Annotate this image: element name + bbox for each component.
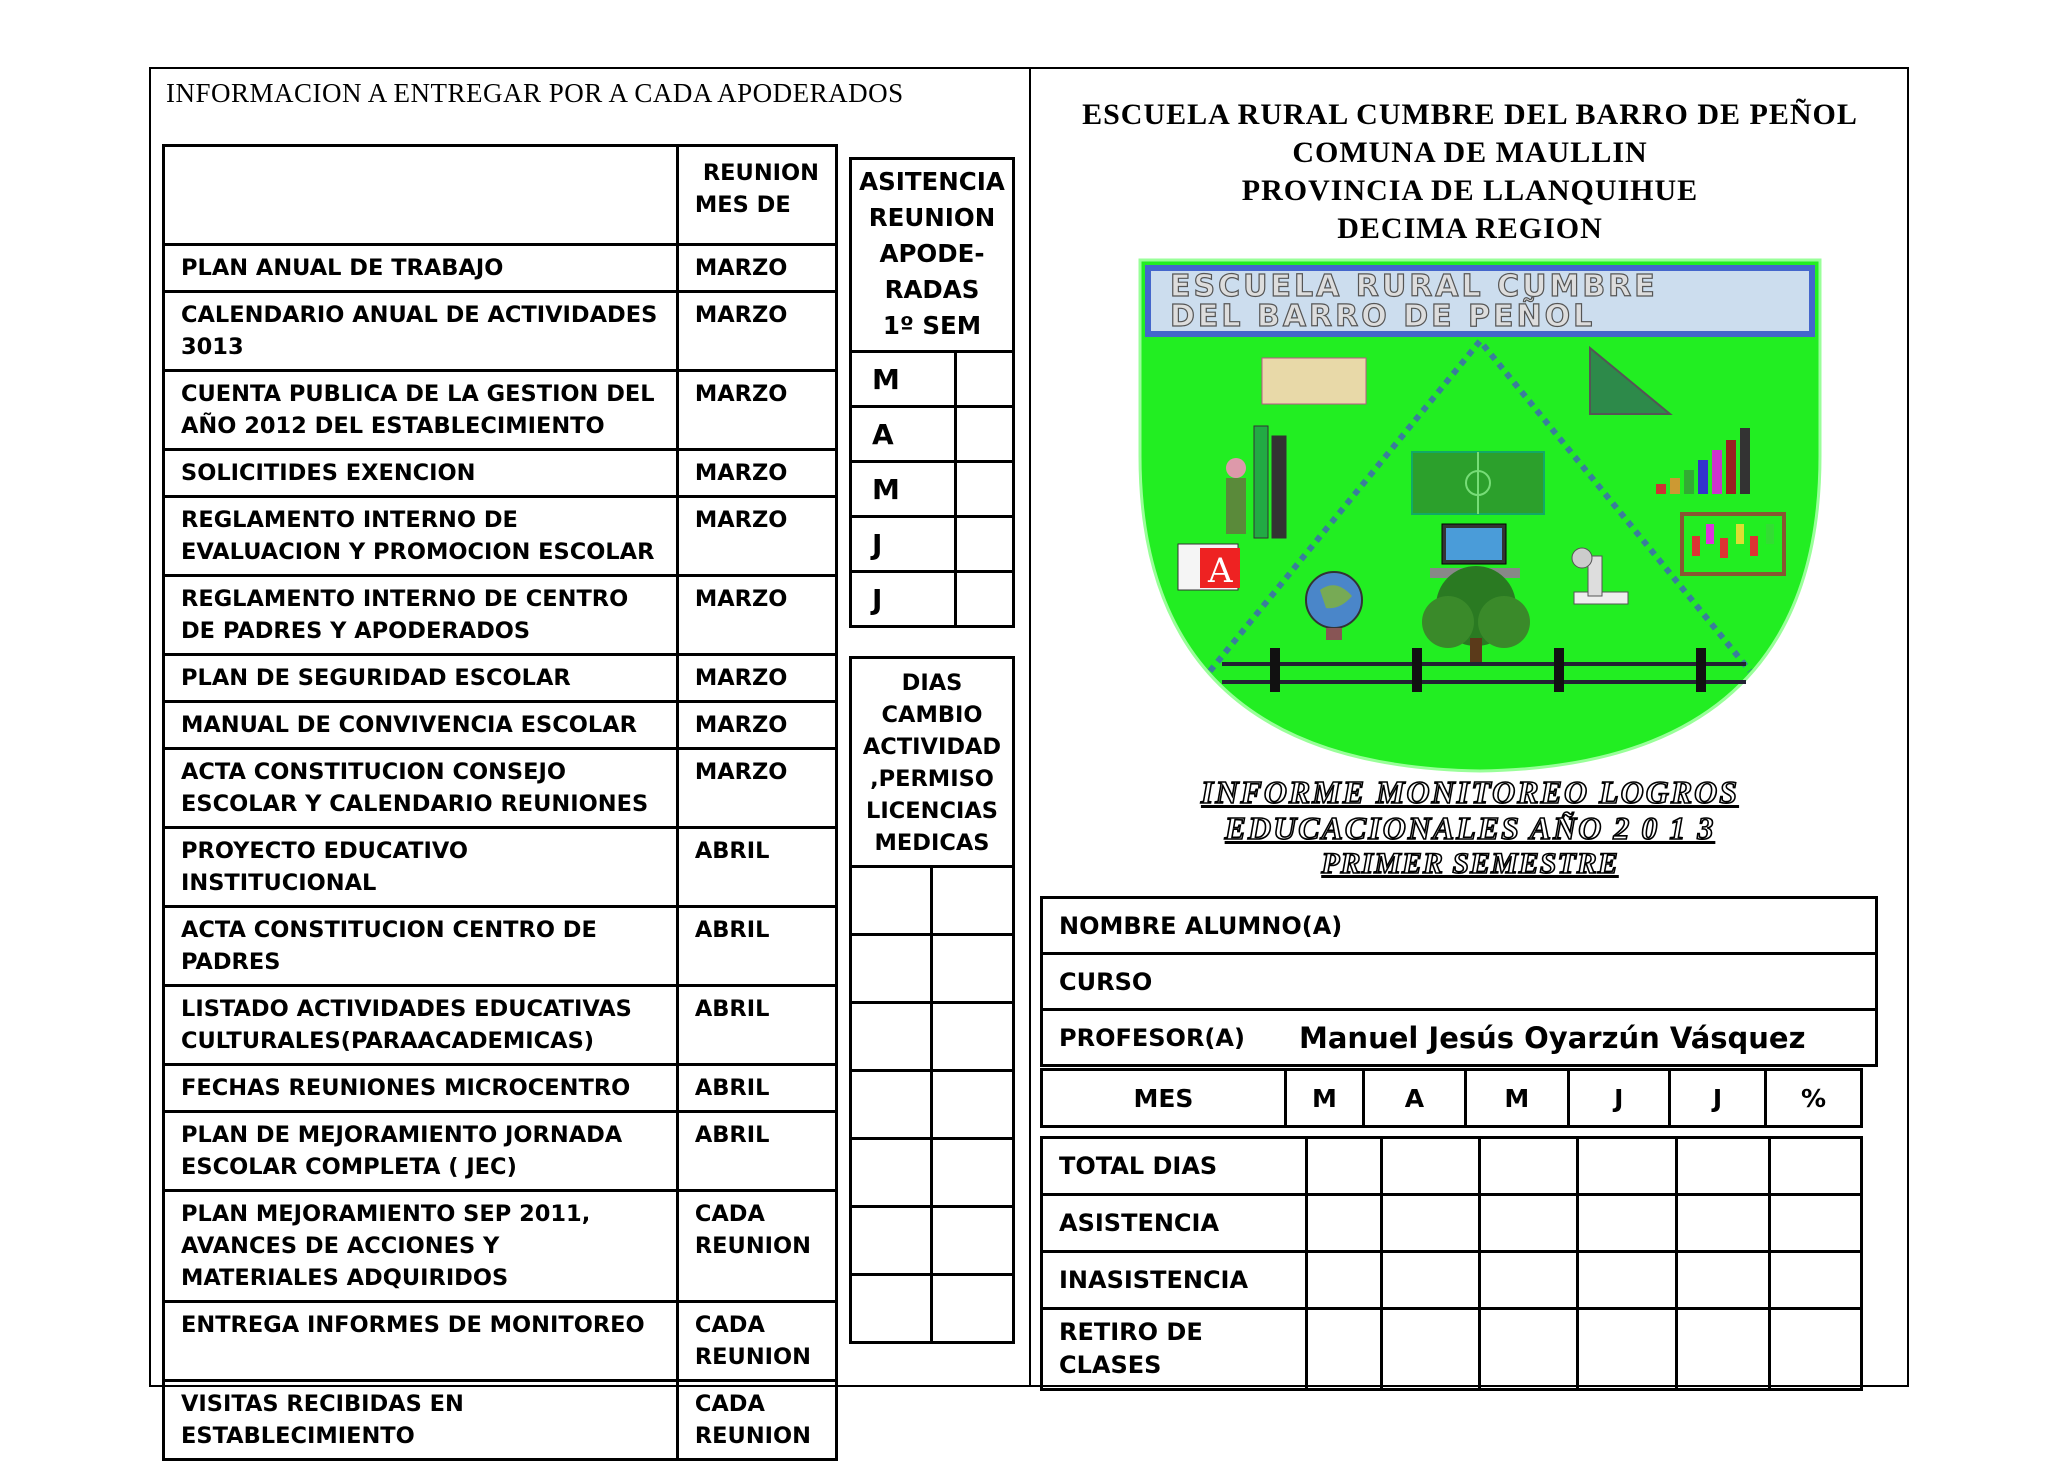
dias-header-line-6: MEDICAS — [874, 830, 990, 856]
stats-cell — [1306, 1195, 1381, 1252]
attendance-month-label: A — [851, 407, 956, 462]
attendance-month-value — [956, 517, 1014, 572]
stats-cell — [1381, 1309, 1479, 1390]
school-line-2: COMUNA DE MAULLIN — [1292, 136, 1648, 169]
table-row — [164, 576, 837, 655]
stats-cell — [1306, 1138, 1381, 1195]
mes-cell: ABRIL — [677, 828, 836, 907]
item-cell: PROYECTO EDUCATIVO INSTITUCIONAL — [164, 828, 678, 907]
stats-row — [1042, 1138, 1862, 1195]
stats-cell — [1480, 1138, 1578, 1195]
left-panel-title: INFORMACION A ENTREGAR POR A CADA APODERADOS — [166, 78, 904, 108]
dias-cell — [851, 1275, 932, 1343]
stats-cell — [1480, 1195, 1578, 1252]
stats-cell — [1578, 1138, 1676, 1195]
mes-header-month: M — [1285, 1070, 1363, 1127]
dias-cell — [851, 1207, 932, 1275]
attendance-box — [849, 157, 1015, 628]
mes-cell: ABRIL — [677, 986, 836, 1065]
item-cell: REGLAMENTO INTERNO DE CENTRO DE PADRES Y APODERADOS — [164, 576, 678, 655]
mes-header-month: A — [1363, 1070, 1465, 1127]
mes-cell: MARZO — [677, 702, 836, 749]
mes-cell: MARZO — [677, 497, 836, 576]
item-cell: PLAN MEJORAMIENTO SEP 2011, AVANCES DE ACCIONES Y MATERIALES ADQUIRIDOS — [164, 1191, 678, 1302]
dias-cell — [932, 867, 1014, 935]
dias-header-line-3: ACTIVIDAD — [862, 734, 1002, 760]
course-label: CURSO — [1042, 954, 1877, 1010]
report-title-line-1: INFORME MONITOREO LOGROS — [1200, 774, 1740, 810]
report-title-line-3: PRIMER SEMESTRE — [1321, 847, 1619, 880]
dias-header-row — [851, 658, 1014, 867]
stats-row-label: ASISTENCIA — [1042, 1195, 1307, 1252]
dias-cell — [851, 1139, 932, 1207]
attendance-header-line-5: 1º SEM — [882, 311, 982, 340]
attendance-month-value — [956, 462, 1014, 517]
table-row — [164, 1112, 837, 1191]
attendance-table — [849, 157, 1015, 628]
dias-row — [851, 867, 1014, 935]
stats-cell — [1769, 1309, 1861, 1390]
teacher-name: Manuel Jesús Oyarzún Vásquez — [1249, 1010, 1877, 1066]
dias-cell — [932, 1071, 1014, 1139]
dias-cell — [932, 1207, 1014, 1275]
table-row — [164, 828, 837, 907]
dias-header-line-5: LICENCIAS — [866, 798, 998, 824]
table-row — [164, 655, 837, 702]
table-row — [164, 986, 837, 1065]
table-header-row — [164, 146, 837, 245]
mes-cell: MARZO — [677, 749, 836, 828]
school-crest-emblem — [1130, 256, 1830, 776]
table-row — [164, 497, 837, 576]
school-line-4: DECIMA REGION — [1337, 212, 1603, 245]
item-cell: REGLAMENTO INTERNO DE EVALUACION Y PROMOCION ESCOLAR — [164, 497, 678, 576]
dias-cell — [932, 1139, 1014, 1207]
item-cell: MANUAL DE CONVIVENCIA ESCOLAR — [164, 702, 678, 749]
attendance-header-line-2: REUNION — [868, 203, 996, 232]
table-row — [164, 907, 837, 986]
mes-cell: CADA REUNION — [677, 1191, 836, 1302]
mes-cell: CADA REUNION — [677, 1302, 836, 1381]
mes-cell: MARZO — [677, 371, 836, 450]
item-cell: LISTADO ACTIVIDADES EDUCATIVAS CULTURALES(PARAACADEMICAS) — [164, 986, 678, 1065]
dias-row — [851, 1275, 1014, 1343]
dias-row — [851, 1003, 1014, 1071]
item-cell: VISITAS RECIBIDAS EN ESTABLECIMIENTO — [164, 1381, 678, 1460]
attendance-header-row — [851, 159, 1014, 352]
header-mes-line-2: MES DE — [694, 192, 791, 218]
attendance-month-row — [851, 517, 1014, 572]
table-row — [164, 749, 837, 828]
item-cell: ACTA CONSTITUCION CENTRO DE PADRES — [164, 907, 678, 986]
mes-cell: ABRIL — [677, 907, 836, 986]
report-title — [1040, 774, 1900, 882]
page-divider — [1029, 67, 1031, 1387]
attendance-month-row — [851, 462, 1014, 517]
dias-cell — [932, 935, 1014, 1003]
mes-cell: MARZO — [677, 450, 836, 497]
stats-cell — [1381, 1252, 1479, 1309]
dias-row — [851, 935, 1014, 1003]
school-line-1: ESCUELA RURAL CUMBRE DEL BARRO DE PEÑOL — [1082, 98, 1858, 131]
item-cell: SOLICITIDES EXENCION — [164, 450, 678, 497]
table-row — [164, 292, 837, 371]
dias-row — [851, 1139, 1014, 1207]
attendance-header-line-4: RADAS — [884, 275, 980, 304]
attendance-month-value — [956, 572, 1014, 627]
stats-cell — [1676, 1138, 1769, 1195]
header-item-cell — [164, 146, 678, 245]
stats-cell — [1769, 1252, 1861, 1309]
dias-box — [849, 656, 1015, 1344]
item-cell: PLAN DE SEGURIDAD ESCOLAR — [164, 655, 678, 702]
stats-row-label: INASISTENCIA — [1042, 1252, 1307, 1309]
dias-table — [849, 656, 1015, 1344]
item-cell: ENTREGA INFORMES DE MONITOREO — [164, 1302, 678, 1381]
month-header-row — [1042, 1070, 1862, 1127]
dias-cell — [851, 935, 932, 1003]
item-cell: ACTA CONSTITUCION CONSEJO ESCOLAR Y CALENDARIO REUNIONES — [164, 749, 678, 828]
stats-row — [1042, 1252, 1862, 1309]
mes-cell: ABRIL — [677, 1112, 836, 1191]
table-row — [164, 245, 837, 292]
dias-cell — [932, 1003, 1014, 1071]
attendance-header-line-1: ASITENCIA — [859, 167, 1005, 196]
table-row — [164, 1302, 837, 1381]
attendance-month-row — [851, 407, 1014, 462]
attendance-month-value — [956, 407, 1014, 462]
attendance-month-row — [851, 352, 1014, 407]
mes-cell: ABRIL — [677, 1065, 836, 1112]
mes-header-month: J — [1568, 1070, 1670, 1127]
mes-cell: MARZO — [677, 655, 836, 702]
stats-row-label: TOTAL DIAS — [1042, 1138, 1307, 1195]
crest-banner-line-2: DEL BARRO DE PEÑOL — [1170, 299, 1596, 334]
dias-row — [851, 1071, 1014, 1139]
open-book-icon — [1262, 358, 1366, 404]
teacher-label: PROFESOR(A) — [1042, 1010, 1250, 1066]
dias-cell — [851, 1071, 932, 1139]
stats-cell — [1578, 1195, 1676, 1252]
stats-cell — [1480, 1309, 1578, 1390]
attendance-month-label: J — [851, 572, 956, 627]
dias-row — [851, 1207, 1014, 1275]
dias-header-line-4: ,PERMISO — [870, 766, 994, 792]
stats-cell — [1676, 1195, 1769, 1252]
mes-header-label: MES — [1042, 1070, 1286, 1127]
school-header — [1040, 96, 1900, 248]
item-cell: PLAN DE MEJORAMIENTO JORNADA ESCOLAR COMPLETA ( JEC) — [164, 1112, 678, 1191]
attendance-month-label: M — [851, 462, 956, 517]
table-row — [164, 702, 837, 749]
table-row — [164, 1191, 837, 1302]
dias-cell — [851, 867, 932, 935]
header-mes-cell — [677, 146, 836, 245]
item-cell: PLAN ANUAL DE TRABAJO — [164, 245, 678, 292]
stats-cell — [1480, 1252, 1578, 1309]
stats-row — [1042, 1309, 1862, 1390]
dias-header-line-2: CAMBIO — [881, 702, 983, 728]
attendance-stats-table — [1040, 1136, 1863, 1391]
attendance-month-value — [956, 352, 1014, 407]
stats-row-label: RETIRO DE CLASES — [1042, 1309, 1307, 1390]
stats-cell — [1578, 1252, 1676, 1309]
attendance-month-label: J — [851, 517, 956, 572]
teacher-row — [1042, 1010, 1877, 1066]
table-row — [164, 1065, 837, 1112]
item-cell: CUENTA PUBLICA DE LA GESTION DEL AÑO 2012 DEL ESTABLECIMIENTO — [164, 371, 678, 450]
stats-cell — [1306, 1252, 1381, 1309]
table-row — [164, 450, 837, 497]
student-name-row — [1042, 898, 1877, 954]
item-cell: FECHAS REUNIONES MICROCENTRO — [164, 1065, 678, 1112]
stats-cell — [1578, 1309, 1676, 1390]
mes-header-month: J — [1670, 1070, 1766, 1127]
dias-cell — [932, 1275, 1014, 1343]
svg-text:A: A — [1208, 551, 1233, 591]
attendance-month-row — [851, 572, 1014, 627]
attendance-header-line-3: APODE- — [879, 239, 985, 268]
header-mes-line-1: REUNION — [702, 160, 819, 186]
pencil-icon — [1254, 426, 1268, 538]
item-cell: CALENDARIO ANUAL DE ACTIVIDADES 3013 — [164, 292, 678, 371]
student-info-table — [1040, 896, 1878, 1067]
pencil-icon — [1272, 436, 1286, 538]
stats-cell — [1676, 1252, 1769, 1309]
table-row — [164, 1381, 837, 1460]
report-title-line-2: EDUCACIONALES AÑO 2 0 1 3 — [1224, 810, 1716, 846]
dias-header — [851, 658, 1014, 867]
dias-header-line-1: DIAS — [901, 670, 963, 696]
school-line-3: PROVINCIA DE LLANQUIHUE — [1241, 174, 1699, 207]
stats-cell — [1381, 1195, 1479, 1252]
mes-cell: MARZO — [677, 292, 836, 371]
child-figure-icon — [1226, 458, 1246, 478]
mes-header-month: % — [1766, 1070, 1862, 1127]
mes-cell: CADA REUNION — [677, 1381, 836, 1460]
delivery-items-table — [162, 144, 838, 1461]
crest-banner-line-1: ESCUELA RURAL CUMBRE — [1170, 269, 1658, 304]
stats-cell — [1306, 1309, 1381, 1390]
stats-cell — [1769, 1138, 1861, 1195]
student-name-label: NOMBRE ALUMNO(A) — [1042, 898, 1877, 954]
month-header-table — [1040, 1068, 1863, 1128]
mes-header-month: M — [1466, 1070, 1568, 1127]
attendance-month-label: M — [851, 352, 956, 407]
attendance-header — [851, 159, 1014, 352]
stats-row — [1042, 1195, 1862, 1252]
course-row — [1042, 954, 1877, 1010]
mes-cell: MARZO — [677, 245, 836, 292]
mes-cell: MARZO — [677, 576, 836, 655]
stats-cell — [1676, 1309, 1769, 1390]
table-row — [164, 371, 837, 450]
stats-cell — [1381, 1138, 1479, 1195]
stats-cell — [1769, 1195, 1861, 1252]
dias-cell — [851, 1003, 932, 1071]
